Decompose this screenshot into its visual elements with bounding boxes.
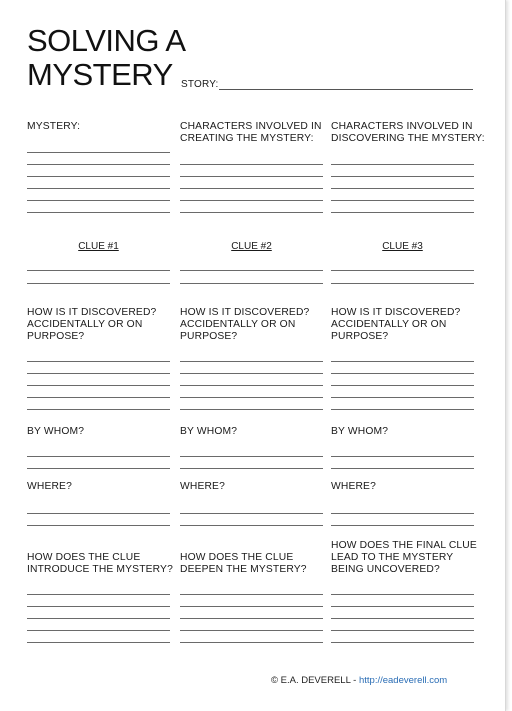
how-discovered-label: ACCIDENTALLY OR ON — [27, 319, 143, 330]
by-whom-3-write-line[interactable] — [331, 468, 474, 469]
how-discovered-1-write-line[interactable] — [27, 385, 170, 386]
by-whom-2-write-line[interactable] — [180, 456, 323, 457]
final-question-2-write-line[interactable] — [180, 594, 323, 595]
by-whom-3-write-line[interactable] — [331, 456, 474, 457]
page-title — [27, 24, 186, 92]
final-question-2-write-line[interactable] — [180, 618, 323, 619]
clue-3-write-line[interactable] — [331, 283, 474, 284]
how-discovered-label: HOW IS IT DISCOVERED? — [331, 307, 461, 318]
final-question-3-write-line[interactable] — [331, 618, 474, 619]
how-discovered-3-write-line[interactable] — [331, 361, 474, 362]
where-label: WHERE? — [27, 481, 72, 492]
how-discovered-1-write-line[interactable] — [27, 373, 170, 374]
where-3-write-line[interactable] — [331, 513, 474, 514]
footer — [271, 675, 447, 686]
final-question-3-write-line[interactable] — [331, 606, 474, 607]
footer-link[interactable]: http://eadeverell.com — [358, 675, 448, 686]
column-2-header-line: CHARACTERS INVOLVED IN — [180, 121, 322, 132]
how-discovered-2-write-line[interactable] — [180, 397, 323, 398]
final-question-1-write-line[interactable] — [27, 618, 170, 619]
story-label: STORY: — [181, 79, 219, 90]
footer-credit: © E.A. DEVERELL — [271, 675, 351, 686]
final-question-label: INTRODUCE THE MYSTERY? — [27, 564, 173, 575]
column-2-header-write-line[interactable] — [180, 164, 323, 165]
how-discovered-1-write-line[interactable] — [27, 397, 170, 398]
final-question-1-write-line[interactable] — [27, 642, 170, 643]
clue-2-write-line[interactable] — [180, 283, 323, 284]
column-1-header-write-line[interactable] — [27, 176, 170, 177]
column-2-header-write-line[interactable] — [180, 200, 323, 201]
clue-1-write-line[interactable] — [27, 270, 170, 271]
by-whom-label: BY WHOM? — [27, 426, 85, 437]
how-discovered-label: ACCIDENTALLY OR ON — [331, 319, 447, 330]
how-discovered-2-write-line[interactable] — [180, 373, 323, 374]
column-2-header-write-line[interactable] — [180, 176, 323, 177]
how-discovered-3-write-line[interactable] — [331, 397, 474, 398]
column-2-header-write-line[interactable] — [180, 188, 323, 189]
how-discovered-2-write-line[interactable] — [180, 385, 323, 386]
where-1-write-line[interactable] — [27, 513, 170, 514]
column-1-header-write-line[interactable] — [27, 200, 170, 201]
how-discovered-label: PURPOSE? — [27, 331, 85, 342]
final-question-1-write-line[interactable] — [27, 630, 170, 631]
final-question-3-write-line[interactable] — [331, 594, 474, 595]
how-discovered-label: HOW IS IT DISCOVERED? — [27, 307, 157, 318]
column-3-header-write-line[interactable] — [331, 212, 474, 213]
final-question-label: LEAD TO THE MYSTERY — [331, 552, 454, 563]
how-discovered-3-write-line[interactable] — [331, 373, 474, 374]
column-3-header-write-line[interactable] — [331, 164, 474, 165]
column-3-header-line: DISCOVERING THE MYSTERY: — [331, 133, 485, 144]
final-question-label: HOW DOES THE FINAL CLUE — [331, 540, 477, 551]
clue-3-write-line[interactable] — [331, 270, 474, 271]
column-2-header-line: CREATING THE MYSTERY: — [180, 133, 314, 144]
where-2-write-line[interactable] — [180, 525, 323, 526]
column-1-header-write-line[interactable] — [27, 152, 170, 153]
clue-1-heading: CLUE #1 — [78, 241, 119, 252]
final-question-label: BEING UNCOVERED? — [331, 564, 440, 575]
by-whom-2-write-line[interactable] — [180, 468, 323, 469]
column-1-header-line: MYSTERY: — [27, 121, 81, 132]
footer-separator: - — [350, 675, 359, 686]
where-3-write-line[interactable] — [331, 525, 474, 526]
by-whom-1-write-line[interactable] — [27, 456, 170, 457]
how-discovered-3-write-line[interactable] — [331, 385, 474, 386]
column-1-header-write-line[interactable] — [27, 164, 170, 165]
final-question-label: DEEPEN THE MYSTERY? — [180, 564, 307, 575]
story-write-line[interactable] — [219, 89, 473, 90]
how-discovered-3-write-line[interactable] — [331, 409, 474, 410]
final-question-2-write-line[interactable] — [180, 630, 323, 631]
final-question-3-write-line[interactable] — [331, 642, 474, 643]
clue-2-write-line[interactable] — [180, 270, 323, 271]
final-question-1-write-line[interactable] — [27, 606, 170, 607]
column-3-header-write-line[interactable] — [331, 188, 474, 189]
how-discovered-label: PURPOSE? — [180, 331, 238, 342]
column-1-header-write-line[interactable] — [27, 188, 170, 189]
how-discovered-2-write-line[interactable] — [180, 361, 323, 362]
where-2-write-line[interactable] — [180, 513, 323, 514]
column-1-header-write-line[interactable] — [27, 212, 170, 213]
where-label: WHERE? — [180, 481, 225, 492]
final-question-label: HOW DOES THE CLUE — [180, 552, 294, 563]
final-question-3-write-line[interactable] — [331, 630, 474, 631]
how-discovered-1-write-line[interactable] — [27, 361, 170, 362]
clue-2-heading: CLUE #2 — [231, 241, 272, 252]
column-3-header-write-line[interactable] — [331, 176, 474, 177]
how-discovered-1-write-line[interactable] — [27, 409, 170, 410]
clue-3-heading: CLUE #3 — [382, 241, 423, 252]
title-line-2: MYSTERY — [27, 57, 173, 92]
final-question-2-write-line[interactable] — [180, 606, 323, 607]
where-1-write-line[interactable] — [27, 525, 170, 526]
by-whom-label: BY WHOM? — [331, 426, 389, 437]
by-whom-label: BY WHOM? — [180, 426, 238, 437]
column-3-header-line: CHARACTERS INVOLVED IN — [331, 121, 473, 132]
where-label: WHERE? — [331, 481, 376, 492]
final-question-2-write-line[interactable] — [180, 642, 323, 643]
title-line-1: SOLVING A — [27, 23, 186, 58]
how-discovered-label: ACCIDENTALLY OR ON — [180, 319, 296, 330]
by-whom-1-write-line[interactable] — [27, 468, 170, 469]
clue-1-write-line[interactable] — [27, 283, 170, 284]
column-2-header-write-line[interactable] — [180, 212, 323, 213]
how-discovered-label: PURPOSE? — [331, 331, 389, 342]
final-question-label: HOW DOES THE CLUE — [27, 552, 141, 563]
final-question-1-write-line[interactable] — [27, 594, 170, 595]
column-3-header-write-line[interactable] — [331, 200, 474, 201]
how-discovered-2-write-line[interactable] — [180, 409, 323, 410]
how-discovered-label: HOW IS IT DISCOVERED? — [180, 307, 310, 318]
